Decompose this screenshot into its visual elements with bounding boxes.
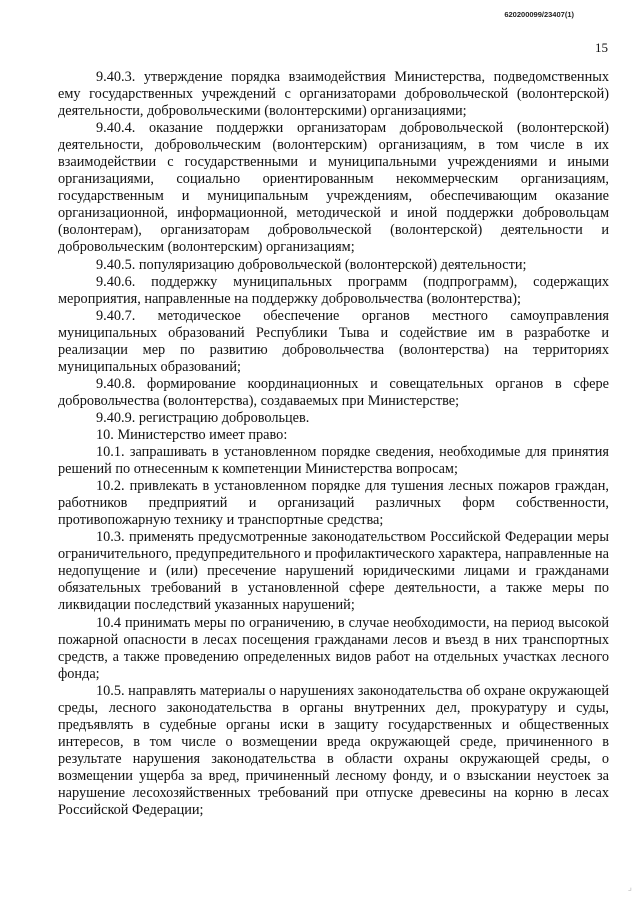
paragraph-10-4: 10.4 принимать меры по ограничению, в случае необходимости, на период высокой пожарной опасности в лесах посещения гражданами лесов и въезд в них транспортных средств, а также проведению определенных видов работ на отдельных участках лесного фонда; xyxy=(58,614,609,682)
document-body xyxy=(58,69,609,819)
paragraph-10-3: 10.3. применять предусмотренные законодательством Российской Федерации меры ограничительного, предупредительного и профилактического характера, направленные на недопущение и (или) пресечение нарушений юридическими лицами и гражданами обязательных требований в установленной сфере деятельности, а также меры по ликвидации последствий указанных нарушений; xyxy=(58,529,609,614)
paragraph-9-40-5: 9.40.5. популяризацию добровольческой (волонтерской) деятельности; xyxy=(96,256,527,273)
paragraph-9-40-8: 9.40.8. формирование координационных и совещательных органов в сфере добровольчества (волонтерства), создаваемых при Министерстве; xyxy=(58,375,609,409)
paragraph-9-40-3: 9.40.3. утверждение порядка взаимодействия Министерства, подведомственных ему государственных учреждений с организаторами добровольческой (волонтерской) деятельности, добровольческими (волонтерскими) организациями; xyxy=(58,69,609,120)
document-id: 620200099/23407(1) xyxy=(504,10,574,19)
paragraph-10-2: 10.2. привлекать в установленном порядке для тушения лесных пожаров граждан, работников предприятий и организаций различных форм собственности, противопожарную технику и транспортные средства; xyxy=(58,478,609,529)
paragraph-9-40-6: 9.40.6. поддержку муниципальных программ (подпрограмм), содержащих мероприятия, направленные на поддержку добровольчества (волонтерства); xyxy=(58,273,609,307)
paragraph-10-5: 10.5. направлять материалы о нарушениях законодательства об охране окружающей среды, лесного законодательства в органы внутренних дел, прокуратуру и суды, предъявлять в судебные органы иски в защиту государственных и общественных интересов, в том числе о возмещении вреда окружающей среде, причиненного в результате нарушения законодательства в области охраны окружающей среды, о возмещении ущерба за вред, причиненный лесному фонду, и о взыскании неустоек за нарушение лесохозяйственных требований при отпуске древесины на корню в лесах Российской Федерации; xyxy=(58,682,609,819)
paragraph-10-1: 10.1. запрашивать в установленном порядке сведения, необходимые для принятия решений по отнесенным к компетенции Министерства вопросам; xyxy=(58,444,609,478)
page-number: 15 xyxy=(595,40,608,55)
scan-corner-mark: ⌟ xyxy=(627,882,632,892)
paragraph-10: 10. Министерство имеет право: xyxy=(96,426,288,443)
paragraph-9-40-4: 9.40.4. оказание поддержки организаторам добровольческой (волонтерской) деятельности, добровольческим (волонтерским) организациям, в том числе в их взаимодействии с государственными и муниципальными учреждениями и иными организациями, социально ориентированным некоммерческим организациям, государственным и муниципальным учреждениям, обеспечивающим оказание организационной, информационной, методической и иной поддержки добровольцам (волонтерам), организаторам добровольческой (волонтерской) деятельности и добровольческим (волонтерским) организациям; xyxy=(58,120,609,256)
paragraph-9-40-9: 9.40.9. регистрацию добровольцев. xyxy=(96,409,310,426)
paragraph-9-40-7: 9.40.7. методическое обеспечение органов местного самоуправления муниципальных образований Республики Тыва и содействие им в разработке и реализации мер по развитию добровольчества (волонтерства) на территориях муниципальных образований; xyxy=(58,307,609,375)
